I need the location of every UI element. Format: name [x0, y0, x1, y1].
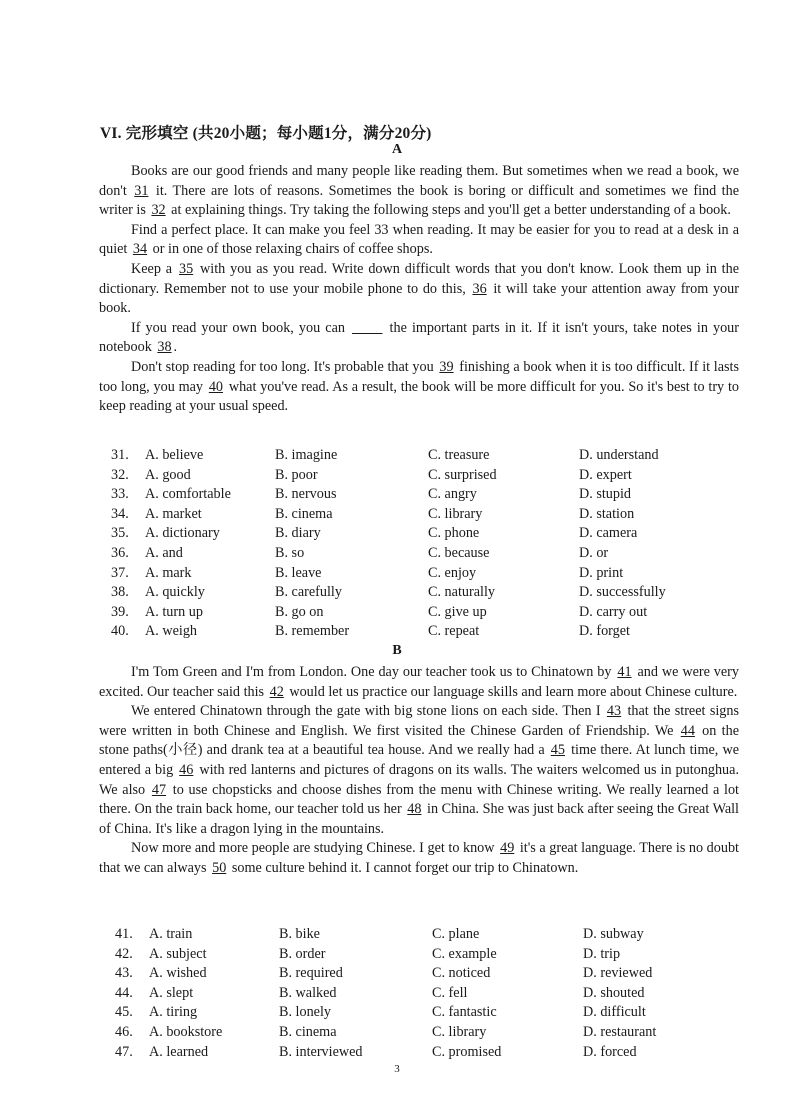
blank: 44 — [680, 722, 695, 739]
paragraph — [99, 221, 739, 260]
blank: 31 — [134, 182, 149, 199]
option-a: A. wished — [149, 965, 207, 982]
option-b: B. lonely — [279, 1004, 332, 1021]
option-a: A. and — [145, 545, 183, 561]
option-a: A. learned — [149, 1043, 209, 1060]
blank: 45 — [550, 742, 565, 759]
text-run: it will take your attention away from your book. — [99, 280, 739, 317]
blank: 38 — [157, 339, 172, 356]
option-c: C. treasure — [428, 447, 490, 463]
paragraph — [99, 839, 739, 878]
text-run: at explaining things. Try taking the following steps and you'll get a better understanding of a book. — [167, 202, 731, 219]
text-run: or in one of those relaxing chairs of coffee shops. — [149, 241, 433, 258]
question-number: 33. — [111, 486, 129, 503]
paragraph — [99, 162, 739, 221]
option-b: B. poor — [275, 466, 318, 483]
blank: 41 — [617, 664, 632, 680]
question-number: 40. — [111, 623, 129, 640]
option-b: B. carefully — [275, 584, 342, 601]
text-run: the important parts in it. If it isn't yours, take notes in your notebook — [99, 319, 739, 356]
question-number: 32. — [111, 466, 129, 483]
option-d: D. expert — [579, 466, 632, 483]
option-a: A. believe — [145, 447, 204, 463]
question-number: 43. — [115, 965, 133, 982]
question-number: 39. — [111, 603, 129, 620]
option-d: D. restaurant — [583, 1024, 657, 1040]
text-run: would let us practice our language skills and learn more about Chinese culture. — [285, 683, 738, 700]
option-d: D. reviewed — [583, 965, 653, 982]
option-b: B. leave — [275, 564, 322, 581]
option-c: C. surprised — [428, 466, 497, 483]
blank: 34 — [132, 241, 148, 258]
option-a: A. dictionary — [145, 525, 220, 542]
question-number: 44. — [115, 984, 133, 1001]
question-number: 36. — [111, 545, 129, 561]
option-c: C. repeat — [428, 623, 480, 640]
part-a-heading: A — [391, 142, 403, 157]
option-a: A. tiring — [149, 1004, 198, 1021]
question-number: 46. — [115, 1024, 133, 1040]
option-d: D. station — [579, 505, 635, 522]
text-run: on the stone paths(小径) and drank tea at a beautiful tea house. And we really had a — [99, 722, 739, 759]
paragraph — [99, 358, 739, 417]
option-c: C. give up — [428, 603, 487, 620]
text-run: to use chopsticks and choose dishes from the menu with Chinese writing. We really learned a lot there. On the train back home, our teacher told us her — [99, 781, 740, 818]
option-c: C. library — [432, 1024, 487, 1040]
page-number: 3 — [394, 1063, 400, 1075]
option-c: C. fell — [432, 984, 468, 1001]
blank: 50 — [212, 859, 227, 876]
blank: 40 — [208, 378, 224, 395]
option-b: B. remember — [275, 623, 350, 640]
option-a: A. mark — [145, 564, 192, 581]
blank: 48 — [407, 801, 422, 818]
option-a: A. bookstore — [149, 1024, 223, 1040]
option-d: D. print — [579, 564, 624, 581]
blank: 35 — [178, 260, 194, 277]
text-run: . — [173, 339, 178, 356]
text-run: it's a great language. There is no doubt that we can always — [99, 840, 739, 876]
option-a: A. slept — [149, 984, 194, 1001]
question-number: 41. — [115, 926, 133, 942]
text-run: We entered Chinatown through the gate with big stone lions on each side. Then I — [131, 703, 605, 720]
text-run: finishing a book when it is too difficult. If it lasts too long, you may — [99, 358, 739, 395]
option-d: D. trip — [583, 945, 621, 962]
text-run: in China. She was just back after seeing the Great Wall of China. It's like a dragon lying in the mountains. — [99, 801, 739, 837]
option-c: C. plane — [432, 926, 480, 942]
option-a: A. market — [145, 505, 202, 522]
option-c: C. promised — [432, 1043, 502, 1060]
option-d: D. difficult — [583, 1004, 646, 1021]
option-b: B. interviewed — [279, 1043, 363, 1060]
question-number: 37. — [111, 564, 129, 581]
option-c: C. enjoy — [428, 564, 477, 581]
passage-b — [99, 663, 739, 879]
blank: 49 — [500, 840, 515, 857]
passage-a — [99, 162, 739, 417]
blank: 36 — [472, 280, 487, 297]
text-run: If you read your own book, you can — [131, 319, 351, 336]
paragraph — [99, 663, 739, 702]
option-d: D. forget — [579, 623, 630, 640]
option-d: D. or — [579, 545, 609, 561]
text-run: Books are our good friends and many people like reading them. But sometimes when we read a book, we don't — [99, 163, 739, 199]
text-run: with red lanterns and pictures of dragons on its walls. The waiters welcomed us in putonghua. We also — [99, 761, 739, 798]
text-run: I'm Tom Green and I'm from London. One day our teacher took us to Chinatown by — [131, 664, 616, 680]
option-a: A. weigh — [145, 623, 198, 640]
option-c: C. because — [428, 545, 490, 561]
paragraph — [99, 260, 739, 319]
question-number: 35. — [111, 525, 129, 542]
option-d: D. camera — [579, 525, 638, 542]
question-number: 38. — [111, 584, 129, 601]
option-d: D. carry out — [579, 603, 648, 620]
text-run: some culture behind it. I cannot forget our trip to Chinatown. — [228, 859, 579, 876]
option-c: C. example — [432, 945, 497, 962]
option-d: D. stupid — [579, 486, 632, 503]
text-run: Keep a — [131, 260, 177, 277]
option-b: B. cinema — [279, 1024, 337, 1040]
question-number: 31. — [111, 447, 129, 463]
text-run: Find a perfect place. It can make you feel 33 when reading. It may be easier for you to read at a desk in a quiet — [99, 221, 739, 258]
option-b: B. so — [275, 545, 305, 561]
text-run: what you've read. As a result, the book will be more difficult for you. So it's best to try to keep reading at your usual speed. — [99, 378, 739, 415]
question-number: 45. — [115, 1004, 133, 1021]
text-run: time there. At lunch time, we entered a big — [99, 742, 739, 778]
text-run: Don't stop reading for too long. It's probable that you — [131, 358, 438, 375]
blank: 39 — [439, 358, 454, 375]
option-b: B. nervous — [275, 486, 337, 503]
option-b: B. imagine — [275, 447, 338, 463]
question-number: 42. — [115, 945, 133, 962]
blank: 43 — [606, 703, 622, 720]
option-d: D. forced — [583, 1043, 637, 1060]
option-d: D. successfully — [579, 584, 666, 601]
option-d: D. subway — [583, 926, 644, 942]
text-run: and we were very excited. Our teacher said this — [99, 664, 740, 700]
option-a: A. train — [149, 926, 193, 942]
option-d: D. understand — [579, 447, 659, 463]
option-c: C. noticed — [432, 965, 491, 982]
blank: 47 — [151, 781, 167, 798]
blank: 42 — [269, 683, 284, 700]
option-c: C. phone — [428, 525, 480, 542]
paragraph — [99, 319, 739, 358]
question-number: 34. — [111, 505, 129, 522]
text-run: Now more and more people are studying Chinese. I get to know — [131, 840, 499, 857]
blank: 32 — [151, 202, 166, 219]
text-run: it. There are lots of reasons. Sometimes the book is boring or difficult and sometimes we find the writer is — [99, 182, 739, 219]
text-run: that the street signs were written in both Chinese and English. We first visited the Chinese Garden of Friendship. We — [99, 703, 739, 739]
blank — [350, 320, 384, 336]
option-b: B. required — [279, 965, 343, 982]
option-a: A. good — [145, 466, 191, 483]
question-number: 47. — [115, 1043, 133, 1060]
paragraph — [99, 702, 739, 839]
option-a: A. quickly — [145, 584, 205, 601]
option-a: A. subject — [149, 945, 207, 962]
option-c: C. naturally — [428, 584, 495, 601]
option-c: C. fantastic — [432, 1004, 497, 1021]
option-c: C. library — [428, 505, 483, 522]
option-b: B. go on — [275, 603, 324, 620]
option-a: A. comfortable — [145, 486, 231, 503]
option-b: B. diary — [275, 525, 321, 542]
option-c: C. angry — [428, 486, 477, 503]
blank: 46 — [179, 761, 194, 778]
text-run: with you as you read. Write down difficult words that you don't know. Look them up in the dictionary. Remember not to use your mobile phone to do this, — [99, 260, 739, 297]
option-a: A. turn up — [145, 603, 203, 620]
option-b: B. bike — [279, 926, 320, 942]
part-b-heading: B — [392, 643, 402, 658]
option-d: D. shouted — [583, 984, 645, 1001]
option-b: B. walked — [279, 984, 337, 1001]
option-b: B. cinema — [275, 505, 333, 522]
section-title: VI. 完形填空 (共20小题；每小题1分，满分20分) — [100, 125, 432, 142]
option-b: B. order — [279, 945, 326, 962]
